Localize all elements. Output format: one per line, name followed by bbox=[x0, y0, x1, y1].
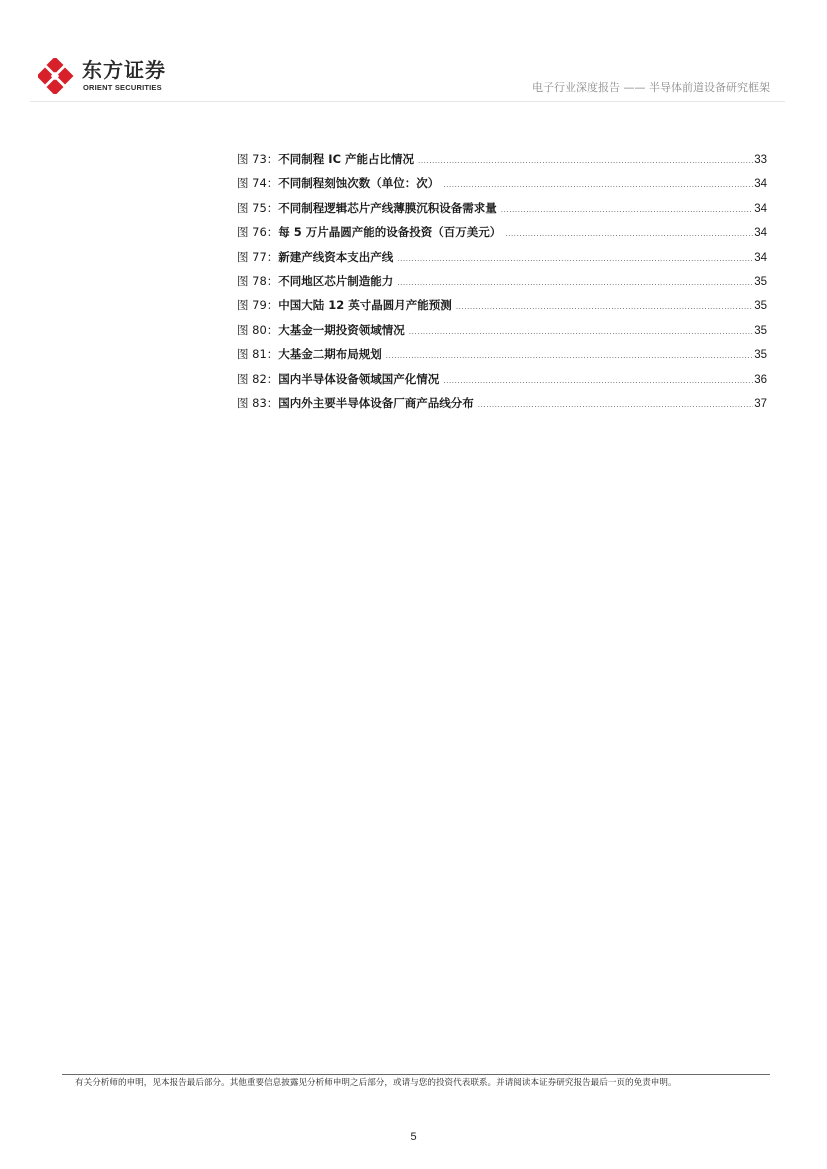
figure-number: 图 78： bbox=[237, 273, 279, 288]
figure-list-item[interactable] bbox=[237, 345, 767, 369]
dot-leader bbox=[505, 225, 753, 243]
figure-title: 大基金二期布局规划 bbox=[278, 347, 382, 362]
figure-title: 国内外主要半导体设备厂商产品线分布 bbox=[278, 395, 474, 410]
figure-number: 图 76： bbox=[237, 225, 279, 240]
figure-title: 不同制程刻蚀次数（单位：次） bbox=[278, 176, 440, 191]
dot-leader bbox=[443, 176, 753, 194]
logo-name-cn: 东方证券 bbox=[82, 58, 166, 82]
figure-page-number: 37 bbox=[754, 397, 767, 410]
figure-entry-label bbox=[237, 150, 418, 168]
disclaimer-text: 有关分析师的申明，见本报告最后部分。其他重要信息披露见分析师申明之后部分，或请与您的投资代表联系。并请阅读本证券研究报告最后一页的免责申明。 bbox=[75, 1078, 677, 1088]
figure-title: 不同地区芯片制造能力 bbox=[278, 273, 394, 288]
figure-entry-label bbox=[237, 345, 386, 363]
figure-list-item[interactable] bbox=[237, 199, 767, 223]
dot-leader bbox=[409, 323, 753, 341]
figure-number: 图 83： bbox=[237, 395, 279, 410]
figure-page-number: 35 bbox=[754, 300, 767, 313]
figure-list-item[interactable] bbox=[237, 321, 767, 345]
figure-page-number: 34 bbox=[754, 202, 767, 215]
page-number: 5 bbox=[410, 1131, 417, 1143]
figure-entry-label bbox=[237, 370, 443, 388]
orient-securities-logo-icon bbox=[38, 58, 76, 94]
figure-title: 大基金一期投资领域情况 bbox=[278, 322, 405, 337]
figure-page-number: 34 bbox=[754, 251, 767, 264]
figure-list-item[interactable] bbox=[237, 370, 767, 394]
figure-title: 新建产线资本支出产线 bbox=[278, 249, 394, 264]
figure-list-item[interactable] bbox=[237, 223, 767, 247]
figure-list-item[interactable] bbox=[237, 174, 767, 198]
figure-page-number: 35 bbox=[754, 275, 767, 288]
figure-page-number: 35 bbox=[754, 349, 767, 362]
figure-list-item[interactable] bbox=[237, 272, 767, 296]
dot-leader bbox=[443, 372, 753, 390]
figure-title: 不同制程逻辑芯片产线薄膜沉积设备需求量 bbox=[278, 200, 497, 215]
figure-entry-label bbox=[237, 394, 478, 412]
dot-leader bbox=[456, 298, 753, 316]
dot-leader bbox=[501, 201, 753, 219]
figure-page-number: 34 bbox=[754, 227, 767, 240]
figure-page-number: 36 bbox=[754, 373, 767, 386]
figure-number: 图 77： bbox=[237, 249, 279, 264]
figure-number: 图 73： bbox=[237, 152, 279, 166]
figure-title: 国内半导体设备领域国产化情况 bbox=[278, 371, 440, 386]
header-divider bbox=[30, 101, 785, 102]
dot-leader bbox=[386, 347, 753, 365]
figure-title: 中国大陆 12 英寸晶圆月产能预测 bbox=[278, 298, 452, 313]
report-title: 电子行业深度报告 —— 半导体前道设备研究框架 bbox=[532, 81, 770, 94]
logo-name-en: ORIENT SECURITIES bbox=[83, 83, 162, 92]
figure-entry-label bbox=[237, 272, 397, 290]
figure-list bbox=[237, 150, 767, 418]
figure-number: 图 82： bbox=[237, 371, 279, 386]
figure-number: 图 74： bbox=[237, 176, 279, 191]
figure-number: 图 80： bbox=[237, 322, 279, 337]
page-header bbox=[0, 0, 827, 104]
figure-list-item[interactable] bbox=[237, 248, 767, 272]
figure-list-item[interactable] bbox=[237, 150, 767, 174]
figure-entry-label bbox=[237, 199, 501, 217]
figure-entry-label bbox=[237, 248, 397, 266]
figure-number: 图 79： bbox=[237, 298, 279, 313]
company-logo bbox=[38, 58, 178, 94]
figure-number: 图 75： bbox=[237, 200, 279, 215]
figure-number: 图 81： bbox=[237, 347, 279, 362]
footer-divider bbox=[62, 1074, 770, 1075]
figure-entry-label bbox=[237, 174, 443, 192]
figure-title: 不同制程 IC 产能占比情况 bbox=[278, 152, 415, 166]
figure-title: 每 5 万片晶圆产能的设备投资（百万美元） bbox=[278, 225, 502, 240]
figure-page-number: 35 bbox=[754, 324, 767, 337]
figure-page-number: 34 bbox=[754, 178, 767, 191]
figure-entry-label bbox=[237, 321, 409, 339]
dot-leader bbox=[397, 250, 753, 268]
figure-page-number: 33 bbox=[754, 154, 767, 166]
dot-leader bbox=[397, 274, 753, 292]
dot-leader bbox=[418, 152, 753, 170]
figure-list-item[interactable] bbox=[237, 296, 767, 320]
dot-leader bbox=[478, 396, 753, 414]
figure-entry-label bbox=[237, 223, 505, 241]
figure-entry-label bbox=[237, 296, 456, 314]
figure-list-item[interactable] bbox=[237, 394, 767, 418]
